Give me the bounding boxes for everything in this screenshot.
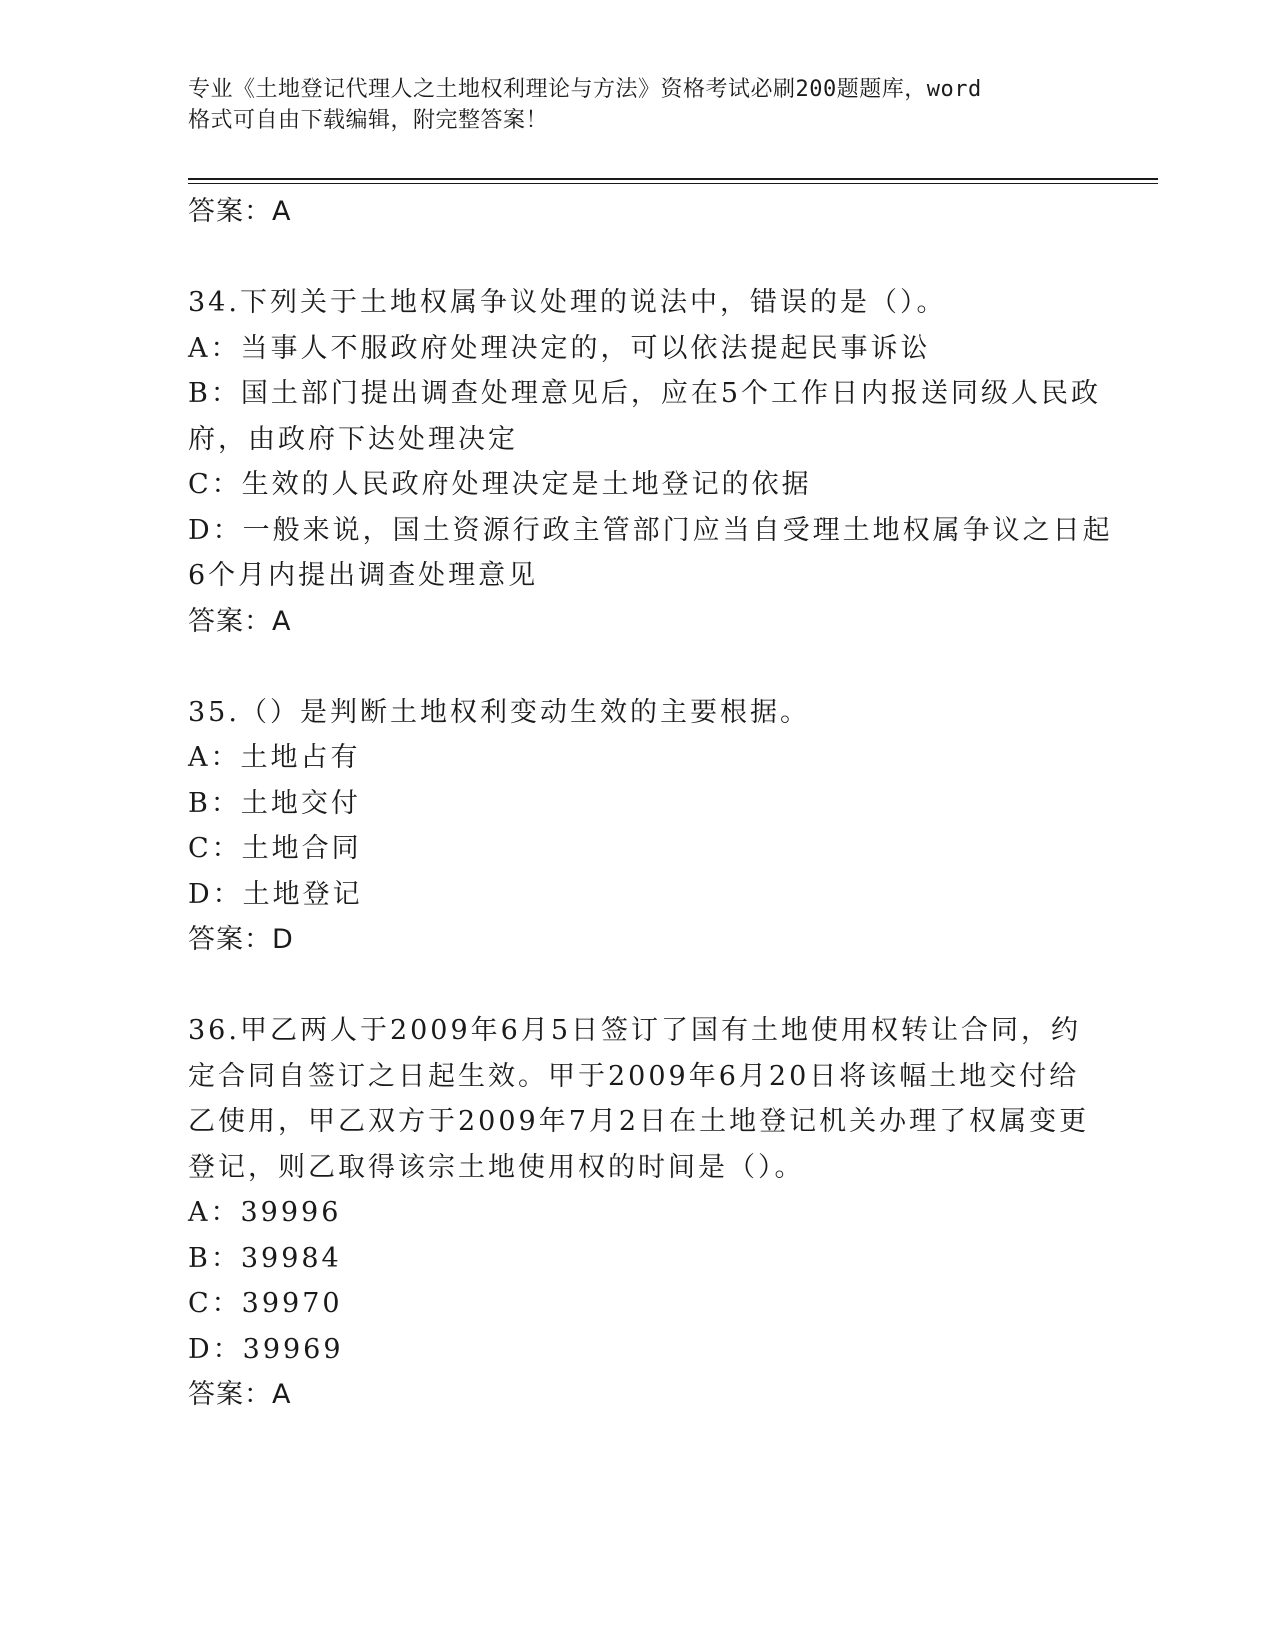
option-d: D：土地登记 bbox=[188, 878, 363, 910]
option-d: D：39969 bbox=[188, 1333, 344, 1365]
document-header bbox=[188, 74, 1088, 136]
option-d-line-2: 6个月内提出调查处理意见 bbox=[188, 560, 539, 591]
option-b: B：39984 bbox=[188, 1242, 342, 1274]
option-a: A：土地占有 bbox=[188, 742, 361, 773]
question-stem-line-2: 定合同自签订之日起生效。甲于2009年6月20日将该幅土地交付给 bbox=[188, 1060, 1080, 1092]
question-stem-line-4: 登记，则乙取得该宗土地使用权的时间是（）。 bbox=[188, 1151, 805, 1183]
question-stem: 35.（）是判断土地权利变动生效的主要根据。 bbox=[188, 696, 810, 728]
question-35 bbox=[188, 690, 1088, 963]
option-a: A：当事人不服政府处理决定的，可以依法提起民事诉讼 bbox=[188, 332, 931, 364]
question-answer: 答案：A bbox=[188, 605, 292, 637]
question-36 bbox=[188, 1008, 1088, 1418]
question-stem-line-3: 乙使用，甲乙双方于2009年7月2日在土地登记机关办理了权属变更 bbox=[188, 1106, 1090, 1137]
option-c: C：生效的人民政府处理决定是土地登记的依据 bbox=[188, 469, 812, 500]
option-b-line-2: 府，由政府下达处理决定 bbox=[188, 423, 518, 455]
question-answer: 答案：D bbox=[188, 924, 294, 955]
question-stem: 34.下列关于土地权属争议处理的说法中，错误的是（）。 bbox=[188, 287, 947, 318]
option-b: B：土地交付 bbox=[188, 787, 361, 819]
spacer bbox=[188, 644, 1088, 690]
previous-answer: 答案：A bbox=[188, 196, 292, 227]
option-d-line-1: D：一般来说，国土资源行政主管部门应当自受理土地权属争议之日起 bbox=[188, 514, 1113, 546]
question-answer: 答案：A bbox=[188, 1379, 292, 1410]
header-title-line-1: 专业《土地登记代理人之土地权利理论与方法》资格考试必刷200题题库，word bbox=[188, 77, 982, 102]
option-c: C：土地合同 bbox=[188, 833, 362, 864]
option-c: C：39970 bbox=[188, 1288, 343, 1319]
question-list bbox=[188, 189, 1113, 1418]
question-34 bbox=[188, 280, 1113, 644]
option-a: A：39996 bbox=[188, 1197, 342, 1228]
question-stem-line-1: 36.甲乙两人于2009年6月5日签订了国有土地使用权转让合同，约 bbox=[188, 1015, 1082, 1046]
spacer bbox=[188, 235, 1088, 281]
option-b-line-1: B：国土部门提出调查处理意见后，应在5个工作日内报送同级人民政 bbox=[188, 378, 1102, 409]
spacer bbox=[188, 963, 1088, 1009]
header-divider-thin bbox=[188, 183, 1158, 184]
header-title-line-2: 格式可自由下载编辑，附完整答案！ bbox=[188, 108, 549, 133]
header-divider-thick bbox=[188, 178, 1158, 180]
